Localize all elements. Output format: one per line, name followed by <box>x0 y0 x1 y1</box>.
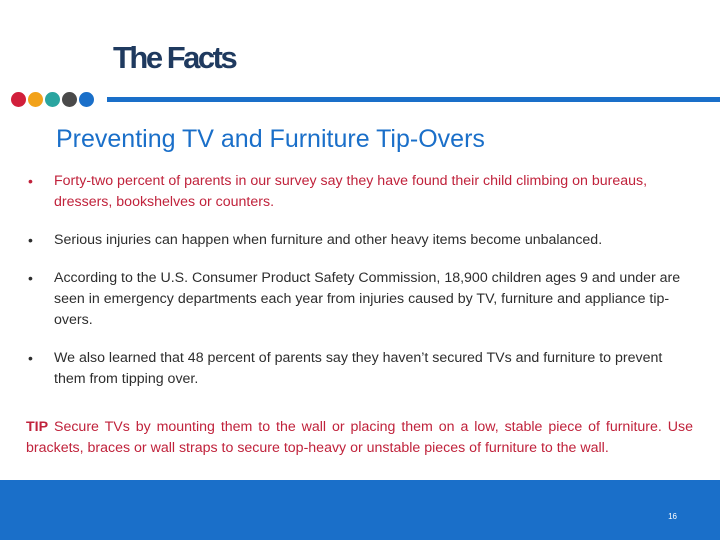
page-number: 16 <box>668 512 677 521</box>
bullet-text: Serious injuries can happen when furniture and other heavy items become unbalanced. <box>54 232 603 248</box>
slide-subtitle: Preventing TV and Furniture Tip-Overs <box>56 125 485 153</box>
slide-header-title: The Facts <box>113 40 236 75</box>
bullet-item <box>28 268 693 331</box>
tip-label: TIP <box>26 419 49 435</box>
bullet-item <box>28 348 693 390</box>
bullet-marker: • <box>28 350 33 366</box>
bullet-text: We also learned that 48 percent of parents say they haven’t secured TVs and furniture to prevent them from tipping over. <box>54 350 663 387</box>
tip-paragraph <box>26 417 693 459</box>
tip-text: Secure TVs by mounting them to the wall or placing them on a low, stable piece of furniture. Use brackets, braces or wall straps to secure top-heavy or unstable pieces of furniture to the wall. <box>26 419 693 456</box>
footer-bar <box>0 480 720 540</box>
bullet-list <box>28 171 693 407</box>
bullet-text: Forty-two percent of parents in our survey say they have found their child climbing on bureaus, dressers, bookshelves or counters. <box>54 173 648 210</box>
red-dot <box>11 92 26 107</box>
bullet-text: According to the U.S. Consumer Product Safety Commission, 18,900 children ages 9 and under are seen in emergency departments each year from injuries caused by TV, furniture and appliance tip-overs. <box>54 270 681 328</box>
decorative-dots <box>11 92 96 107</box>
bullet-marker: • <box>28 232 33 248</box>
header-rule <box>107 97 720 102</box>
bullet-marker: • <box>28 270 33 286</box>
bullet-item <box>28 230 693 251</box>
orange-dot <box>28 92 43 107</box>
blue-dot <box>79 92 94 107</box>
gray-dot <box>62 92 77 107</box>
bullet-marker: • <box>28 173 33 189</box>
teal-dot <box>45 92 60 107</box>
bullet-item <box>28 171 693 213</box>
